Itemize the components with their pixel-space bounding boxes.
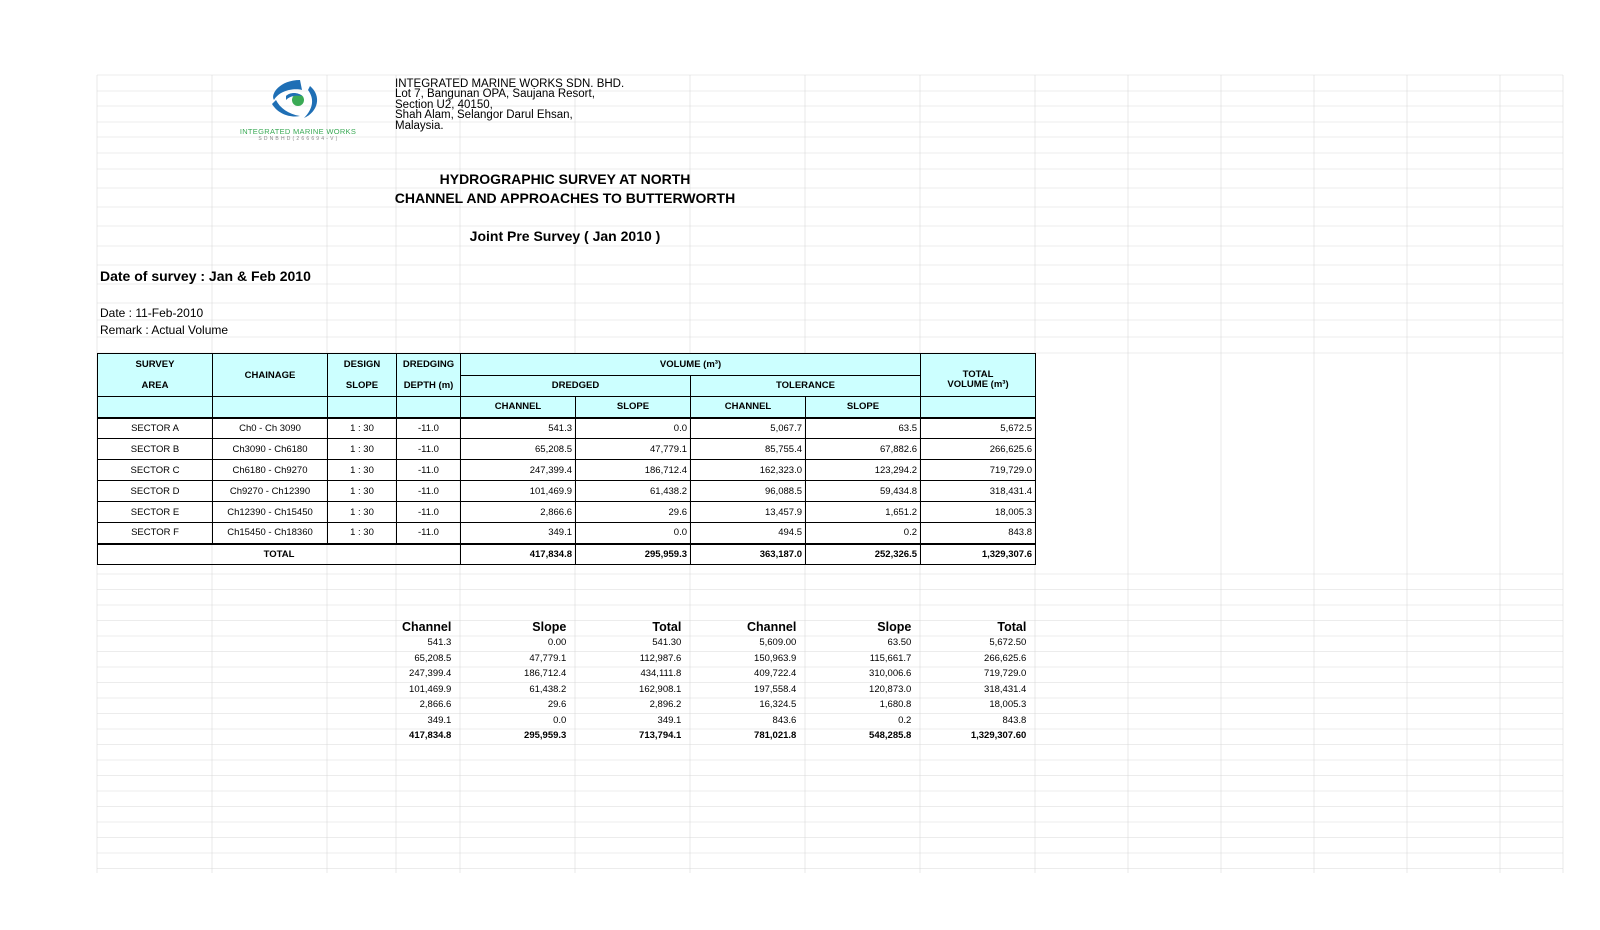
summary-cell: 349.1 xyxy=(657,714,682,726)
header-survey: SURVEY xyxy=(135,359,175,370)
total-tolerance-channel: 363,187.0 xyxy=(691,544,806,565)
cell-depth: -11.0 xyxy=(397,418,461,439)
cell-t-channel: 162,323.0 xyxy=(691,460,806,481)
header-dredged-channel: CHANNEL xyxy=(461,397,576,418)
header-blank xyxy=(213,397,328,418)
cell-slope: 1 : 30 xyxy=(328,502,397,523)
summary-cell: 150,963.9 xyxy=(754,652,797,664)
cell-total: 5,672.5 xyxy=(921,418,1036,439)
cell-total: 843.8 xyxy=(921,523,1036,544)
logo-subtext: S D N B H D ( 2 6 6 6 9 4 - V ) xyxy=(258,136,338,142)
cell-area: SECTOR D xyxy=(98,481,213,502)
summary-cell: 2,866.6 xyxy=(419,699,452,711)
cell-chainage: Ch9270 - Ch12390 xyxy=(213,481,328,502)
summary-cell: 101,469.9 xyxy=(409,683,452,695)
cell-total: 318,431.4 xyxy=(921,481,1036,502)
cell-total: 719,729.0 xyxy=(921,460,1036,481)
cell-chainage: Ch15450 - Ch18360 xyxy=(213,523,328,544)
summary-row xyxy=(400,666,1028,682)
cell-t-slope: 0.2 xyxy=(806,523,921,544)
header-tolerance-slope: SLOPE xyxy=(806,397,921,418)
summary-row xyxy=(400,713,1028,729)
volume-table xyxy=(97,353,1036,565)
address-line: Malaysia. xyxy=(395,119,444,132)
header-design-slope xyxy=(328,354,397,397)
cell-t-channel: 494.5 xyxy=(691,523,806,544)
summary-cell: 29.6 xyxy=(547,699,567,711)
summary-cell: 115,661.7 xyxy=(869,652,912,664)
cell-d-channel: 65,208.5 xyxy=(461,439,576,460)
cell-slope: 1 : 30 xyxy=(328,523,397,544)
total-label: TOTAL xyxy=(98,544,461,565)
summary-total-row xyxy=(400,728,1028,744)
cell-t-channel: 5,067.7 xyxy=(691,418,806,439)
summary-cell: 318,431.4 xyxy=(984,683,1027,695)
summary-row xyxy=(400,635,1028,651)
summary-cell: 61,438.2 xyxy=(529,683,567,695)
cell-t-slope: 1,651.2 xyxy=(806,502,921,523)
header-area: AREA xyxy=(141,380,169,391)
survey-date: Date of survey : Jan & Feb 2010 xyxy=(100,268,311,284)
logo-emblem-icon xyxy=(218,78,378,124)
summary-cell: 186,712.4 xyxy=(524,668,567,680)
table-row xyxy=(98,523,1036,544)
cell-d-channel: 247,399.4 xyxy=(461,460,576,481)
header-dredging-depth xyxy=(397,354,461,397)
cell-slope: 1 : 30 xyxy=(328,418,397,439)
header-dredging: DREDGING xyxy=(402,359,455,370)
summary-cell: 1,680.8 xyxy=(879,699,912,711)
header-design: DESIGN xyxy=(343,359,381,370)
address-line: Section U2, 40150, xyxy=(395,98,493,111)
report-date: Date : 11-Feb-2010 xyxy=(100,306,204,320)
cell-t-channel: 85,755.4 xyxy=(691,439,806,460)
summary-total: 417,834.8 xyxy=(409,730,452,742)
total-dredged-channel: 417,834.8 xyxy=(461,544,576,565)
cell-t-channel: 96,088.5 xyxy=(691,481,806,502)
table-row xyxy=(98,481,1036,502)
report-subtitle: Joint Pre Survey ( Jan 2010 ) xyxy=(469,228,661,244)
cell-t-slope: 63.5 xyxy=(806,418,921,439)
cell-total: 18,005.3 xyxy=(921,502,1036,523)
cell-d-slope: 29.6 xyxy=(576,502,691,523)
summary-table xyxy=(400,618,1028,744)
cell-d-channel: 2,866.6 xyxy=(461,502,576,523)
total-tolerance-slope: 252,326.5 xyxy=(806,544,921,565)
summary-cell: 843.6 xyxy=(772,714,797,726)
cell-depth: -11.0 xyxy=(397,523,461,544)
summary-cell: 434,111.8 xyxy=(640,668,682,680)
summary-cell: 5,609.00 xyxy=(759,637,797,649)
cell-t-slope: 67,882.6 xyxy=(806,439,921,460)
header-tolerance: TOLERANCE xyxy=(691,375,921,397)
header-blank xyxy=(397,397,461,418)
cell-area: SECTOR A xyxy=(98,418,213,439)
cell-chainage: Ch3090 - Ch6180 xyxy=(213,439,328,460)
cell-depth: -11.0 xyxy=(397,502,461,523)
summary-total: 548,285.8 xyxy=(869,730,912,742)
header-blank xyxy=(98,397,213,418)
summary-cell: 112,987.6 xyxy=(639,652,682,664)
summary-cell: 197,558.4 xyxy=(754,683,797,695)
summary-header: Slope xyxy=(532,619,567,634)
company-address xyxy=(395,79,624,131)
header-total-volume xyxy=(921,354,1036,397)
cell-d-slope: 61,438.2 xyxy=(576,481,691,502)
cell-slope: 1 : 30 xyxy=(328,460,397,481)
summary-cell: 541.30 xyxy=(652,637,682,649)
report-remark: Remark : Actual Volume xyxy=(100,323,229,337)
summary-cell: 0.0 xyxy=(553,714,567,726)
header-tolerance-channel: CHANNEL xyxy=(691,397,806,418)
table-row xyxy=(98,460,1036,481)
cell-total: 266,625.6 xyxy=(921,439,1036,460)
summary-row xyxy=(400,682,1028,698)
cell-area: SECTOR C xyxy=(98,460,213,481)
cell-d-channel: 101,469.9 xyxy=(461,481,576,502)
cell-chainage: Ch6180 - Ch9270 xyxy=(213,460,328,481)
summary-row xyxy=(400,697,1028,713)
summary-header: Channel xyxy=(747,619,797,634)
summary-cell: 65,208.5 xyxy=(414,652,452,664)
summary-header: Slope xyxy=(877,619,912,634)
header-blank xyxy=(921,397,1036,418)
cell-depth: -11.0 xyxy=(397,460,461,481)
total-volume: 1,329,307.6 xyxy=(921,544,1036,565)
summary-cell: 719,729.0 xyxy=(984,668,1027,680)
header-volume: VOLUME (m³) xyxy=(461,354,921,376)
cell-area: SECTOR E xyxy=(98,502,213,523)
summary-header: Total xyxy=(997,619,1027,634)
cell-d-channel: 541.3 xyxy=(461,418,576,439)
summary-cell: 349.1 xyxy=(427,714,452,726)
summary-cell: 16,324.5 xyxy=(759,699,797,711)
cell-d-slope: 0.0 xyxy=(576,418,691,439)
header-slope: SLOPE xyxy=(345,380,379,391)
table-row xyxy=(98,439,1036,460)
cell-t-slope: 59,434.8 xyxy=(806,481,921,502)
logo-wordmark: INTEGRATED MARINE WORKS xyxy=(239,127,357,136)
summary-header-row xyxy=(400,618,1028,635)
summary-row xyxy=(400,651,1028,667)
cell-d-slope: 47,779.1 xyxy=(576,439,691,460)
table-row xyxy=(98,502,1036,523)
summary-cell: 120,873.0 xyxy=(869,683,912,695)
summary-cell: 541.3 xyxy=(427,637,452,649)
header-dredged-slope: SLOPE xyxy=(576,397,691,418)
report-title-line1: HYDROGRAPHIC SURVEY AT NORTH xyxy=(439,171,691,187)
header-survey-area xyxy=(98,354,213,397)
summary-cell: 266,625.6 xyxy=(984,652,1027,664)
total-dredged-slope: 295,959.3 xyxy=(576,544,691,565)
summary-cell: 2,896.2 xyxy=(649,699,682,711)
cell-depth: -11.0 xyxy=(397,481,461,502)
summary-header: Channel xyxy=(402,619,452,634)
cell-area: SECTOR F xyxy=(98,523,213,544)
header-blank xyxy=(328,397,397,418)
cell-slope: 1 : 30 xyxy=(328,439,397,460)
summary-cell: 5,672.50 xyxy=(989,637,1027,649)
summary-total: 1,329,307.60 xyxy=(970,730,1027,742)
table-row xyxy=(98,418,1036,439)
table-total-row xyxy=(98,544,1036,565)
address-line: INTEGRATED MARINE WORKS SDN. BHD. xyxy=(395,78,625,90)
summary-cell: 409,722.4 xyxy=(754,668,797,680)
summary-cell: 0.00 xyxy=(547,637,567,649)
header-depth: DEPTH (m) xyxy=(403,380,454,391)
header-dredged: DREDGED xyxy=(461,375,691,397)
summary-cell: 247,399.4 xyxy=(409,668,452,680)
summary-header: Total xyxy=(652,619,682,634)
summary-cell: 63.50 xyxy=(887,637,912,649)
address-line: Shah Alam, Selangor Darul Ehsan, xyxy=(395,109,573,122)
summary-cell: 47,779.1 xyxy=(529,652,567,664)
cell-depth: -11.0 xyxy=(397,439,461,460)
header-total: TOTAL xyxy=(962,369,994,380)
header-total-unit: VOLUME (m³) xyxy=(947,379,1009,390)
summary-total: 713,794.1 xyxy=(639,730,682,742)
header-chainage: CHAINAGE xyxy=(213,354,328,397)
cell-t-channel: 13,457.9 xyxy=(691,502,806,523)
cell-d-channel: 349.1 xyxy=(461,523,576,544)
summary-cell: 18,005.3 xyxy=(989,699,1027,711)
cell-t-slope: 123,294.2 xyxy=(806,460,921,481)
summary-total: 295,959.3 xyxy=(524,730,567,742)
cell-area: SECTOR B xyxy=(98,439,213,460)
summary-cell: 162,908.1 xyxy=(639,683,682,695)
cell-d-slope: 186,712.4 xyxy=(576,460,691,481)
address-line: Lot 7, Bangunan OPA, Saujana Resort, xyxy=(395,88,595,101)
report-title-line2: CHANNEL AND APPROACHES TO BUTTERWORTH xyxy=(394,190,736,206)
cell-d-slope: 0.0 xyxy=(576,523,691,544)
summary-total: 781,021.8 xyxy=(754,730,797,742)
cell-chainage: Ch0 - Ch 3090 xyxy=(213,418,328,439)
company-logo xyxy=(218,78,378,142)
summary-cell: 0.2 xyxy=(898,714,912,726)
summary-cell: 843.8 xyxy=(1002,714,1027,726)
summary-cell: 310,006.6 xyxy=(869,668,912,680)
cell-slope: 1 : 30 xyxy=(328,481,397,502)
cell-chainage: Ch12390 - Ch15450 xyxy=(213,502,328,523)
